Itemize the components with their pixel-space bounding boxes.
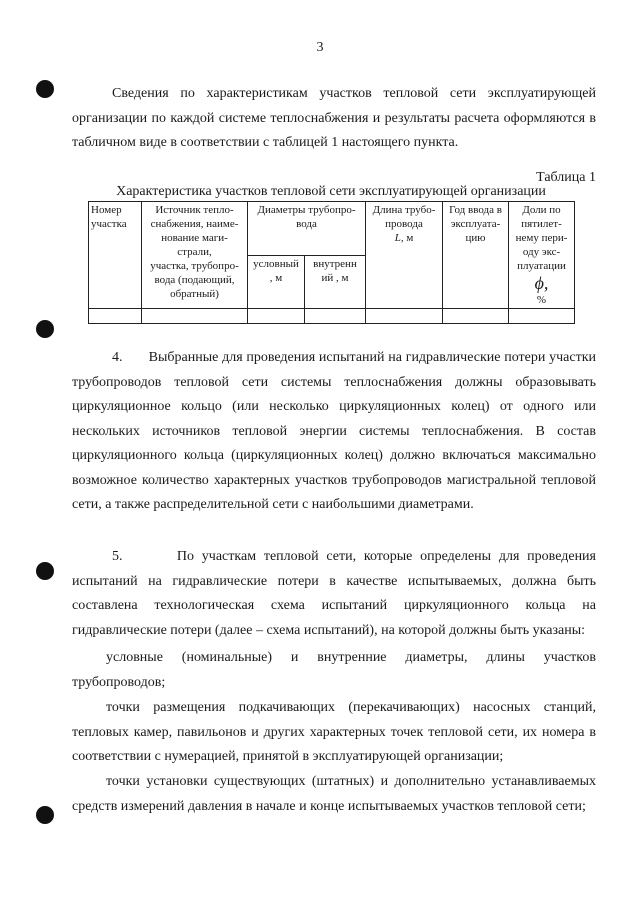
punch-hole xyxy=(36,562,54,580)
punch-hole xyxy=(36,320,54,338)
header-source: Источник тепло- снабжения, наиме- нование маги- страли, участка, трубопро- вода (подающий, обратный) xyxy=(142,202,248,309)
paragraph-4: 4. Выбранные для проведения испытаний на гидравлические потери участки трубопроводов тепловой сети системы теплоснабжения должны образовывать циркуляционное кольцо (или несколько циркуляционных колец) от одного или нескольких источников тепловой энергии системы теплоснабжения. В состав циркуляционного кольца (циркуляционных колец) должно включаться максимально возможное количество характерных участков трубопроводов магистральной тепловой сети, а также распределительной сети с наибольшими диаметрами. xyxy=(72,350,596,512)
table-row xyxy=(89,309,575,324)
table-caption: Характеристика участков тепловой сети эксплуатирующей организации xyxy=(116,184,546,199)
header-year: Год ввода в эксплуата- цию xyxy=(443,202,509,309)
phi-symbol: ϕ, xyxy=(534,273,549,293)
punch-hole xyxy=(36,80,54,98)
header-length: Длина трубо- провода L, м xyxy=(366,202,443,309)
characteristics-table xyxy=(88,201,575,324)
header-diam-inner: внутренн ий , м xyxy=(305,255,366,309)
page-number: 3 xyxy=(316,40,324,55)
header-section-number: Номер участка xyxy=(89,202,142,309)
punch-hole xyxy=(36,806,54,824)
header-share: Доли по пятилет- нему пери- оду экс- плуатации ϕ, % xyxy=(509,202,575,309)
list-item-diameters: условные (номинальные) и внутренние диаметры, длины участков трубопроводов; xyxy=(72,650,596,690)
header-diam-nominal: условный , м xyxy=(248,255,305,309)
paragraph-5: 5. По участкам тепловой сети, которые определены для проведения испытаний на гидравлические потери в качестве испытываемых, должна быть составлена технологическая схема испытаний циркуляционного кольца на гидравлические потери (далее – схема испытаний), на которой должны быть указаны: xyxy=(72,549,596,638)
list-item-measurement-points: точки установки существующих (штатных) и дополнительно устанавливаемых средств измерений давления в начале и конце испытываемых участков тепловой сети; xyxy=(72,774,596,814)
list-item-pump-stations: точки размещения подкачивающих (перекачивающих) насосных станций, тепловых камер, павильонов и других характерных точек тепловой сети, их номера в соответствии с нумерацией, принятой в эксплуатирующей организации; xyxy=(72,700,596,764)
header-diameters: Диаметры трубопро- вода xyxy=(248,202,366,256)
table-label: Таблица 1 xyxy=(536,170,596,185)
intro-paragraph: Сведения по характеристикам участков тепловой сети эксплуатирующей организации по каждой системе теплоснабжения и результаты расчета оформляются в табличном виде в соответствии с таблицей 1 настоящего пункта. xyxy=(72,86,596,150)
